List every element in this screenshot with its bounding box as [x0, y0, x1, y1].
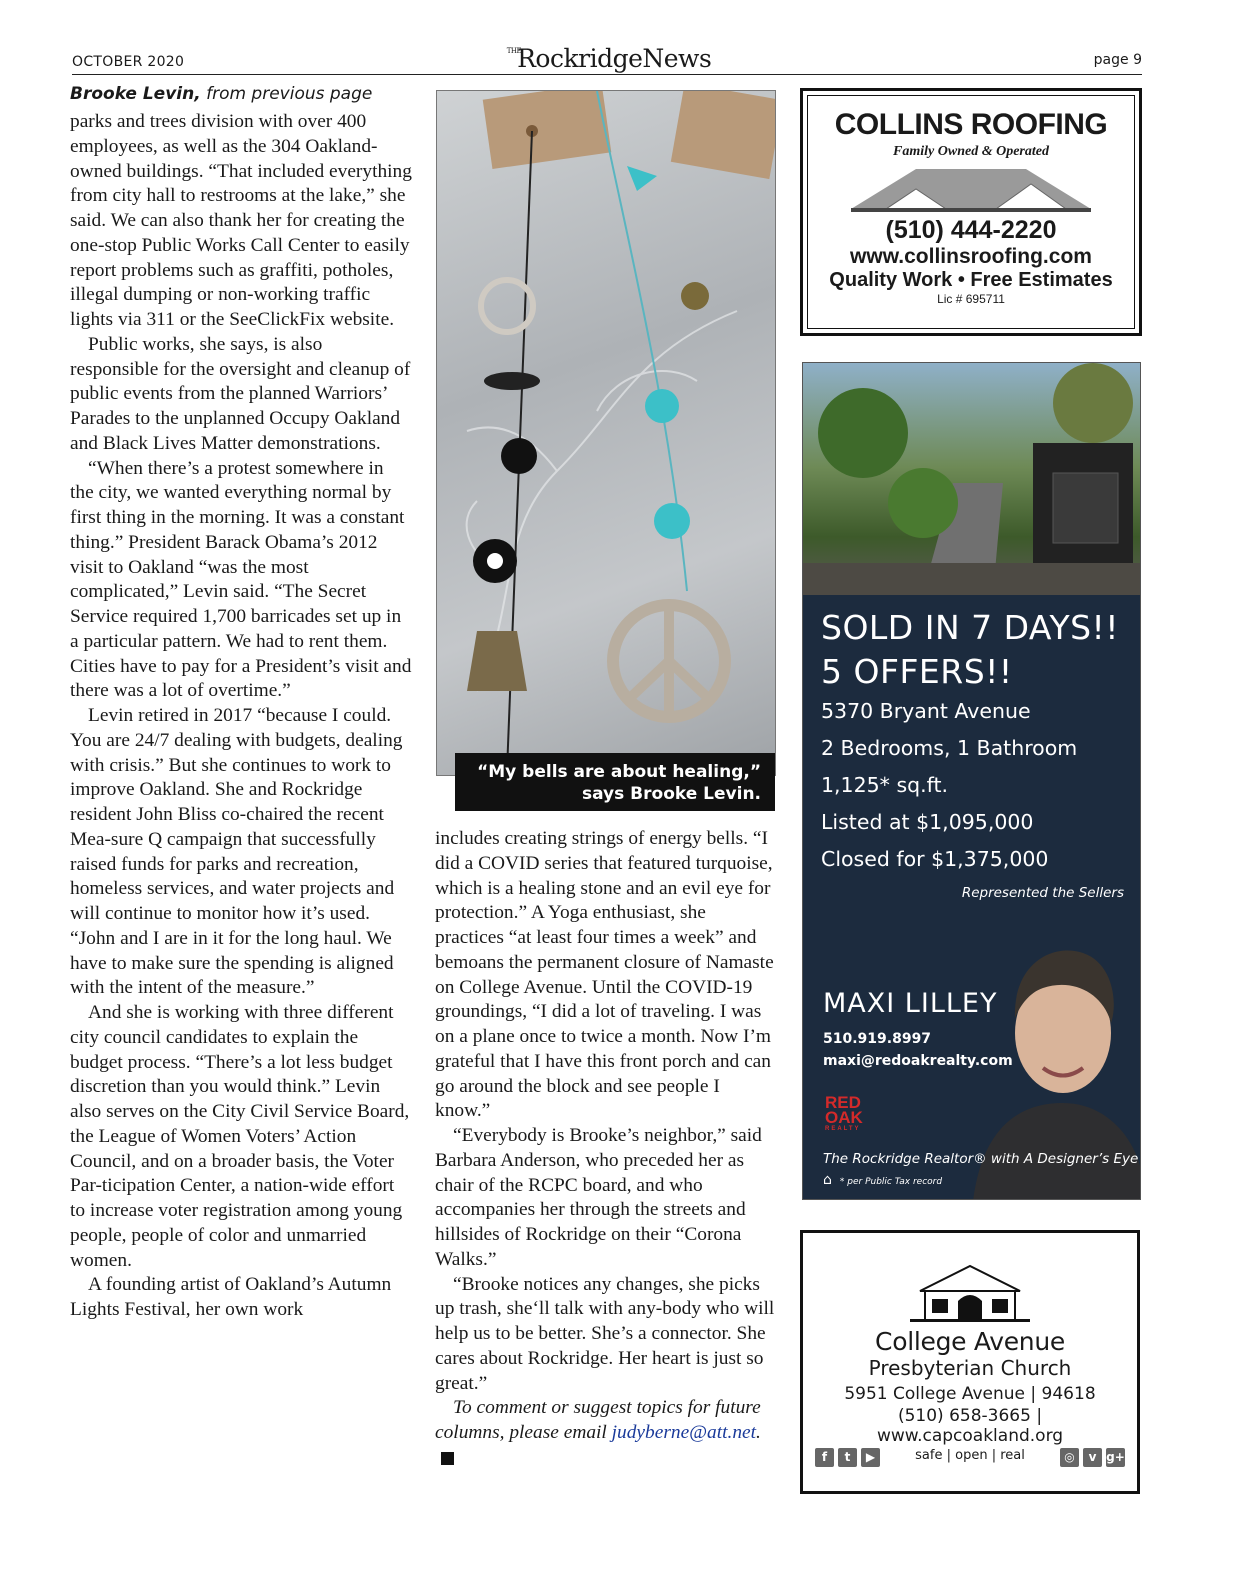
logo-line-2: OAK	[825, 1108, 863, 1127]
agent-slogan: The Rockridge Realtor® with A Designer’s Eye	[823, 1151, 1139, 1167]
church-name: College Avenue	[875, 1327, 1065, 1356]
fine-print-text: * per Public Tax record	[839, 1177, 943, 1187]
title-main: RockridgeNews	[517, 44, 712, 73]
title-small: THE	[506, 47, 522, 55]
agent-phone: 510.919.8997	[823, 1031, 932, 1047]
end-mark	[441, 1452, 454, 1465]
paragraph: A founding artist of Oakland’s Autumn Lights Festival, her own work	[70, 1274, 392, 1320]
fine-print	[823, 1172, 942, 1188]
closing-text: To comment or suggest topics for future columns, please email	[435, 1397, 761, 1443]
collins-roofing-ad[interactable]	[800, 88, 1142, 336]
paragraph: includes creating strings of energy bells. “I did a COVID series that featured turquoise, which is a healing stone and an evil eye for protection.” A Yoga enthusiast, she practices “at least four times a week” and bemoans the permanent closure of Namaste on College Avenue. Until the COVID-19 groundings, “I did a lot of traveling. I was on a plane once to twice a month. Now I’m grateful that I have this front porch and can go around the block and see people I know.”	[435, 828, 774, 1122]
facebook-icon[interactable]: f	[815, 1448, 834, 1467]
bells-photo	[436, 90, 776, 776]
author-email-link[interactable]: judyberne@att.net	[611, 1422, 757, 1443]
instagram-icon[interactable]: ◎	[1060, 1448, 1079, 1467]
agent-contact	[823, 1028, 1013, 1072]
newspaper-title	[72, 44, 1142, 73]
agent-name: MAXI LILLEY	[823, 988, 998, 1019]
twitter-icon[interactable]: t	[838, 1448, 857, 1467]
issue-date: OCTOBER 2020	[72, 54, 185, 70]
social-icons	[815, 1445, 1125, 1467]
red-oak-realty-ad[interactable]	[802, 362, 1141, 1200]
paragraph: “Everybody is Brooke’s neighbor,” said Barbara Anderson, who preceded her as chair of the RCPC board, and who accompanies her through the streets and hillsides of Rockridge on their “Corona Walks.”	[435, 1125, 762, 1270]
paragraph: “When there’s a protest somewhere in the city, we wanted everything normal by first thing in the morning. It was a constant thing.” President Barack Obama’s 2012 visit to Oakland “was the most complicated,” Levin said. “The Secret Service required 1,700 barricades set up in a particular pattern. We had to rent them. Cities have to pay for a President’s visit and there was a lot of overtime.”	[70, 457, 412, 702]
closing-note	[435, 1396, 777, 1470]
closed-price: Closed for $1,375,000	[821, 847, 1049, 871]
headline-line-1: SOLD IN 7 DAYS!!	[821, 608, 1120, 647]
paragraph: Public works, she says, is also responsible for the oversight and cleanup of public events from the planned Warriors’ Parades to the unplanned Occupy Oakland and Black Lives Matter demonstrations.	[70, 333, 411, 454]
closing-period: .	[756, 1422, 761, 1443]
sold-headline	[821, 606, 1119, 694]
represented-note: Represented the Sellers	[961, 885, 1124, 901]
collins-license: Lic # 695711	[937, 292, 1005, 306]
house-illustration	[803, 363, 1141, 595]
continued-line	[70, 84, 372, 104]
collins-quality: Quality Work • Free Estimates	[829, 269, 1113, 291]
listing-details	[821, 693, 1077, 878]
church-subtitle: Presbyterian Church	[868, 1356, 1072, 1380]
listing-size: 1,125* sq.ft.	[821, 773, 949, 797]
collins-name: COLLINS ROOFING	[834, 108, 1108, 141]
article-column-1	[70, 110, 412, 1323]
google-plus-icon[interactable]: g+	[1106, 1448, 1125, 1467]
article-column-2	[435, 827, 777, 1471]
logo-line-1: RED	[825, 1093, 861, 1112]
bells-illustration	[437, 91, 775, 775]
paragraph: parks and trees division with over 400 employees, as well as the 304 Oakland-owned buildings. “That included everything from city hall to restrooms at the lake,” she said. We can also thank her for creating the one-stop Public Works Call Center to easily report problems such as graffiti, potholes, illegal dumping or non-working traffic lights via 311 or the SeeClickFix website.	[70, 111, 412, 330]
house-roof-icon	[846, 164, 1096, 214]
collins-tagline: Family Owned & Operated	[893, 144, 1049, 159]
church-motto: safe | open | real	[915, 1448, 1025, 1463]
listing-rooms: 2 Bedrooms, 1 Bathroom	[821, 736, 1078, 760]
listing-price: Listed at $1,095,000	[821, 810, 1034, 834]
youtube-icon[interactable]: ▶	[861, 1448, 880, 1467]
caption-line-2: says Brooke Levin.	[581, 784, 761, 804]
continued-from: from previous page	[200, 84, 373, 104]
masthead	[72, 44, 1142, 75]
paragraph: Levin retired in 2017 “because I could. You are 24/7 dealing with budgets, dealing with crisis.” But she continues to work to improve Oakland. She and Rockridge resident John Bliss co-chaired the recent Mea-sure Q campaign that successfully raised funds for parks and recreation, homeless services, and water projects and will continue to monitor how it’s used. “John and I are in it for the long haul. We have to make sure the spending is aligned with the intent of the measure.”	[70, 705, 403, 999]
vimeo-icon[interactable]: v	[1083, 1448, 1102, 1467]
paragraph: And she is working with three different city council candidates to explain the budget process. “There’s a lot less budget discretion than you would think.” Levin also serves on the City Civil Service Board, the League of Women Voters’ Action Council, and on a broader basis, the Voter Par-ticipation Center, a nation-wide effort to increase voter registration among young people, people of color and unmarried women.	[70, 1002, 410, 1271]
caption-line-1: “My bells are about healing,”	[477, 762, 761, 782]
church-ad[interactable]	[800, 1230, 1140, 1494]
page-number: page 9	[1093, 52, 1142, 68]
agent-email[interactable]: maxi@redoakrealty.com	[823, 1053, 1013, 1069]
headline-line-2: 5 OFFERS!!	[821, 652, 1013, 691]
church-building-icon	[910, 1261, 1030, 1323]
red-oak-logo	[825, 1095, 863, 1134]
collins-website[interactable]: www.collinsroofing.com	[850, 245, 1092, 268]
continued-name: Brooke Levin,	[70, 84, 201, 104]
logo-line-3: REALTY	[825, 1126, 861, 1132]
listing-address: 5370 Bryant Avenue	[821, 699, 1031, 723]
church-contact[interactable]: (510) 658-3665 | www.capcoakland.org	[876, 1406, 1064, 1446]
church-address: 5951 College Avenue | 94618	[844, 1384, 1096, 1404]
collins-phone: (510) 444-2220	[885, 216, 1057, 244]
house-photo	[803, 363, 1141, 595]
photo-caption	[455, 753, 775, 811]
collins-ad-inner	[807, 95, 1135, 329]
equal-housing-icon: ⌂	[823, 1172, 832, 1188]
paragraph: “Brooke notices any changes, she picks up trash, she‘ll talk with any-body who will help us to be better. She’s a connector. She cares about Rockridge. Her heart is just so great.”	[435, 1273, 775, 1394]
